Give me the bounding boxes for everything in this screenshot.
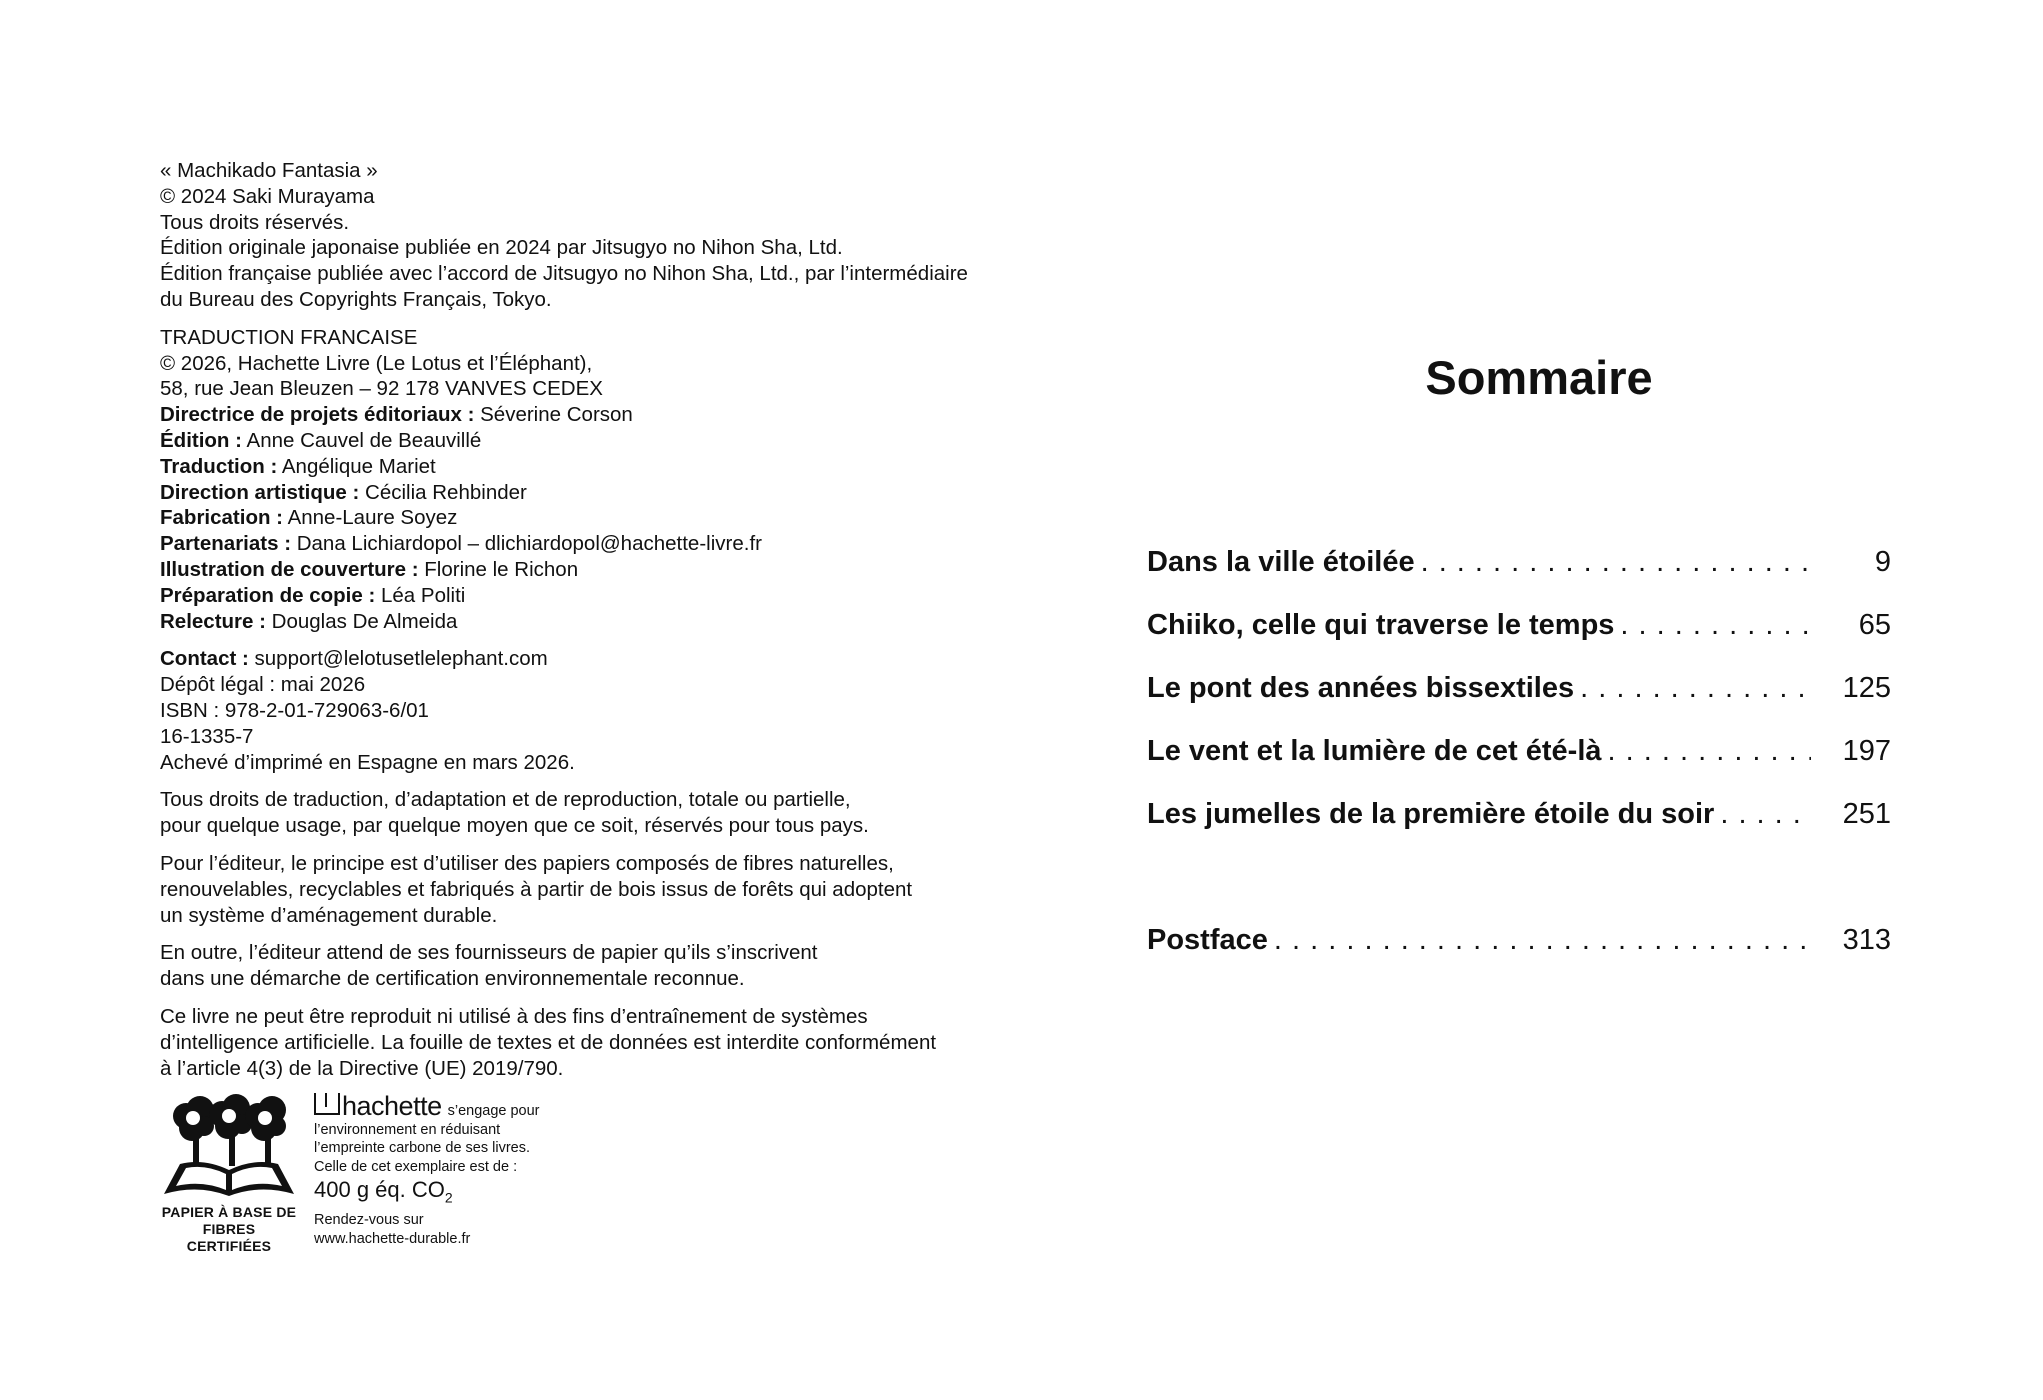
text-line: un système d’aménagement durable. bbox=[160, 903, 498, 927]
amount-value: 400 g éq. CO bbox=[314, 1177, 445, 1202]
credit-role: Préparation de copie : bbox=[160, 583, 376, 607]
credit-name: Séverine Corson bbox=[474, 403, 633, 427]
dot-leader bbox=[1268, 924, 1811, 957]
carbon-statement bbox=[314, 1092, 574, 1248]
toc-entry-postface[interactable] bbox=[1147, 924, 1891, 987]
carbon-amount bbox=[314, 1176, 574, 1211]
credit-line bbox=[160, 505, 920, 531]
credit-name: Cécilia Rehbinder bbox=[359, 480, 527, 504]
brand-text: hachette bbox=[342, 1091, 442, 1121]
credit-line bbox=[160, 428, 920, 454]
contact-line bbox=[160, 646, 920, 672]
text-line: dans une démarche de certification environnementale reconnue. bbox=[160, 967, 745, 991]
text-line: Édition française publiée avec l’accord de Jitsugyo no Nihon Sha, Ltd., par l’intermédiaire bbox=[160, 262, 968, 286]
eco-label bbox=[160, 1092, 580, 1252]
credit-role: Fabrication : bbox=[160, 506, 284, 530]
table-of-contents bbox=[1147, 350, 1891, 987]
toc-entry[interactable] bbox=[1147, 798, 1891, 861]
credit-line bbox=[160, 531, 920, 557]
hachette-brand bbox=[314, 1092, 574, 1121]
dot-leader bbox=[1574, 672, 1811, 705]
text-line: d’intelligence artificielle. La fouille de textes et de données est interdite conformément bbox=[160, 1030, 937, 1054]
credit-role: Relecture : bbox=[160, 609, 266, 633]
credit-line bbox=[160, 609, 920, 635]
toc-entry[interactable] bbox=[1147, 546, 1891, 609]
toc-title: Sommaire bbox=[1425, 351, 1653, 404]
text-line: « Machikado Fantasia » bbox=[160, 159, 378, 182]
logo-caption-line: FIBRES CERTIFIÉES bbox=[186, 1221, 272, 1254]
suppliers-block bbox=[160, 940, 920, 992]
text-line: du Bureau des Copyrights Français, Tokyo. bbox=[160, 287, 552, 311]
translation-block bbox=[160, 325, 920, 635]
hachette-mark-icon bbox=[314, 1093, 340, 1115]
contact-label: Contact : bbox=[160, 647, 249, 671]
paper-block bbox=[160, 851, 920, 928]
copyright-page bbox=[160, 158, 968, 1093]
dot-leader bbox=[1602, 735, 1811, 768]
text-line: à l’article 4(3) de la Directive (UE) 2019/790. bbox=[160, 1056, 564, 1080]
toc-entry[interactable] bbox=[1147, 735, 1891, 798]
website-link[interactable]: www.hachette-durable.fr bbox=[314, 1230, 471, 1247]
toc-entry-page: 197 bbox=[1842, 735, 1891, 767]
toc-entry[interactable] bbox=[1147, 609, 1891, 672]
toc-entry[interactable] bbox=[1147, 672, 1891, 735]
text-line: TRADUCTION FRANCAISE bbox=[160, 325, 418, 349]
credit-name: Angélique Mariet bbox=[277, 454, 436, 478]
text-line: Tous droits de traduction, d’adaptation et de reproduction, totale ou partielle, bbox=[160, 788, 851, 812]
text-line: © 2024 Saki Murayama bbox=[160, 184, 375, 208]
dot-leader bbox=[1714, 798, 1811, 831]
toc-entry-page: 251 bbox=[1842, 798, 1891, 830]
toc-entry-page: 313 bbox=[1842, 924, 1891, 956]
text-line: ISBN : 978-2-01-729063-6/01 bbox=[160, 698, 429, 722]
text-line: Édition originale japonaise publiée en 2024 par Jitsugyo no Nihon Sha, Ltd. bbox=[160, 236, 843, 260]
toc-spacer bbox=[1147, 861, 1891, 924]
rights-block bbox=[160, 787, 920, 839]
text-line: Rendez-vous sur bbox=[314, 1212, 424, 1229]
text-line: Celle de cet exemplaire est de : bbox=[314, 1158, 518, 1175]
toc-entry-title: Chiiko, celle qui traverse le temps bbox=[1147, 609, 1615, 641]
toc-entry-page: 65 bbox=[1858, 609, 1891, 641]
toc-entry-title: Postface bbox=[1147, 924, 1268, 956]
text-line: Dépôt légal : mai 2026 bbox=[160, 673, 366, 697]
credit-role: Partenariats : bbox=[160, 532, 292, 556]
text-line: pour quelque usage, par quelque moyen que ce soit, réservés pour tous pays. bbox=[160, 814, 869, 838]
text-line: l’empreinte carbone de ses livres. bbox=[314, 1140, 530, 1156]
credit-name: Anne-Laure Soyez bbox=[283, 506, 458, 530]
credit-name: Dana Lichiardopol – dlichiardopol@hachette-livre.fr bbox=[291, 532, 762, 556]
toc-entry-title: Dans la ville étoilée bbox=[1147, 546, 1415, 578]
text-line: l’environnement en réduisant bbox=[314, 1121, 501, 1138]
dot-leader bbox=[1614, 609, 1811, 642]
credit-role: Direction artistique : bbox=[160, 480, 360, 504]
credit-line bbox=[160, 402, 920, 428]
text-line: 16-1335-7 bbox=[160, 724, 254, 748]
credit-line bbox=[160, 480, 920, 506]
credit-line bbox=[160, 557, 920, 583]
credit-line bbox=[160, 454, 920, 480]
logo-caption-line: PAPIER À BASE DE bbox=[161, 1204, 297, 1220]
toc-entry-page: 125 bbox=[1842, 672, 1891, 704]
text-line: © 2026, Hachette Livre (Le Lotus et l’Éléphant), bbox=[160, 351, 593, 375]
credit-name: Florine le Richon bbox=[418, 557, 579, 581]
credit-role: Édition : bbox=[160, 428, 242, 452]
original-edition-block bbox=[160, 158, 968, 313]
text-line: Achevé d’imprimé en Espagne en mars 2026. bbox=[160, 750, 575, 774]
text-line: 58, rue Jean Bleuzen – 92 178 VANVES CEDEX bbox=[160, 377, 603, 401]
credit-name: Anne Cauvel de Beauvillé bbox=[241, 428, 482, 452]
text-line: Pour l’éditeur, le principe est d’utiliser des papiers composés de fibres naturelles, bbox=[160, 851, 894, 875]
toc-entry-page: 9 bbox=[1874, 546, 1891, 578]
credit-name: Léa Politi bbox=[375, 583, 466, 607]
legal-block bbox=[160, 646, 920, 775]
toc-entry-title: Les jumelles de la première étoile du soir bbox=[1147, 798, 1715, 830]
text-line: En outre, l’éditeur attend de ses fournisseurs de papier qu’ils s’inscrivent bbox=[160, 941, 818, 965]
text-line: Ce livre ne peut être reproduit ni utilisé à des fins d’entraînement de systèmes bbox=[160, 1004, 868, 1028]
credit-name: Douglas De Almeida bbox=[265, 609, 458, 633]
hachette-logo bbox=[314, 1092, 442, 1120]
dot-leader bbox=[1415, 546, 1811, 579]
toc-entry-title: Le pont des années bissextiles bbox=[1147, 672, 1575, 704]
credit-role: Directrice de projets éditoriaux : bbox=[160, 403, 475, 427]
credit-role: Illustration de couverture : bbox=[160, 557, 419, 581]
credit-role: Traduction : bbox=[160, 454, 278, 478]
text-line: renouvelables, recyclables et fabriqués à partir de bois issus de forêts qui adoptent bbox=[160, 877, 913, 901]
certified-paper-logo bbox=[160, 1092, 298, 1255]
contact-email: support@lelotusetlelephant.com bbox=[248, 647, 548, 671]
credit-line bbox=[160, 583, 920, 609]
toc-entry-title: Le vent et la lumière de cet été-là bbox=[1147, 735, 1602, 767]
ai-block bbox=[160, 1004, 937, 1081]
logo-caption bbox=[160, 1204, 298, 1255]
text-line: Tous droits réservés. bbox=[160, 210, 350, 234]
trees-book-icon bbox=[160, 1092, 298, 1202]
amount-subscript: 2 bbox=[444, 1189, 453, 1206]
tagline: s’engage pour bbox=[447, 1103, 540, 1119]
